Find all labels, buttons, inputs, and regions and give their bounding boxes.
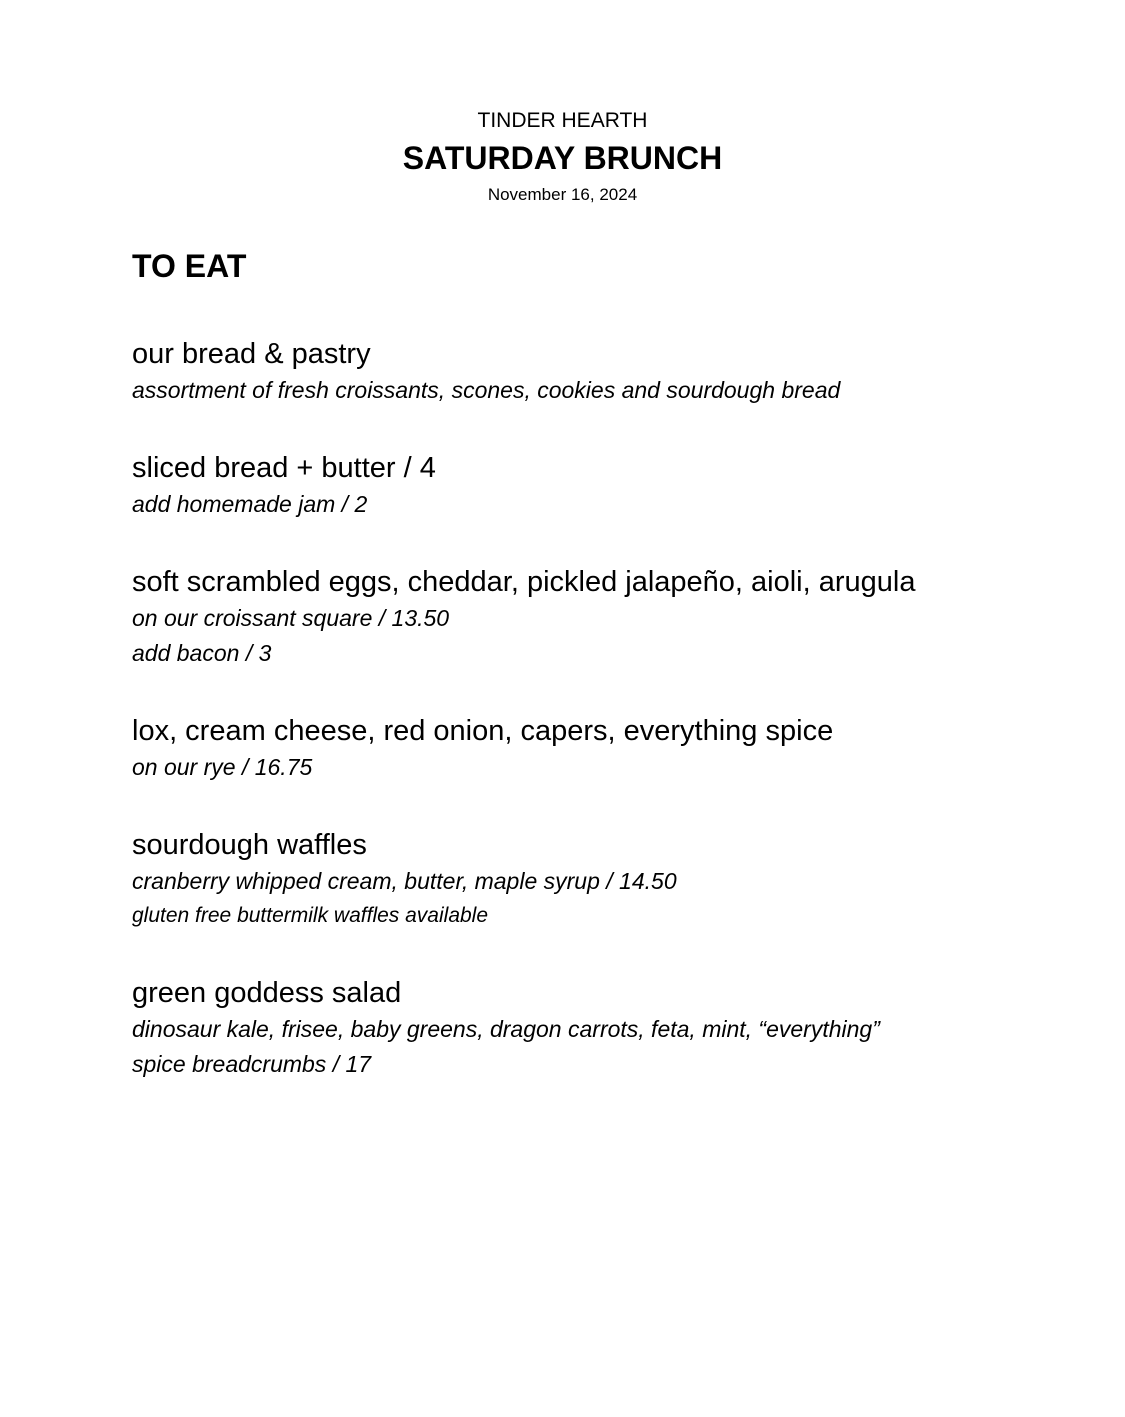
menu-item-name: sourdough waffles <box>132 829 367 861</box>
menu-item-name: our bread & pastry <box>132 338 371 370</box>
menu-date: November 16, 2024 <box>487 185 638 204</box>
menu-item-description: assortment of fresh croissants, scones, cookies and sourdough bread <box>132 377 841 403</box>
menu-item-description: add homemade jam / 2 <box>132 491 368 517</box>
menu-item-description: dinosaur kale, frisee, baby greens, dragon carrots, feta, mint, “everything” <box>132 1016 880 1042</box>
menu-section-to-eat <box>132 246 1032 1123</box>
menu-item-green-goddess-salad <box>132 974 1032 1082</box>
menu-item-lox <box>132 712 1032 785</box>
menu-item-description: on our croissant square / 13.50 <box>132 605 450 631</box>
menu-item-waffles <box>132 826 1032 933</box>
menu-item-scrambled-eggs <box>132 563 1032 671</box>
section-title: TO EAT <box>132 248 247 284</box>
restaurant-name: TINDER HEARTH <box>477 109 648 132</box>
menu-header <box>0 108 1125 206</box>
menu-item-name: soft scrambled eggs, cheddar, pickled jalapeño, aioli, arugula <box>132 566 916 598</box>
menu-item-bread-pastry <box>132 335 1032 408</box>
menu-item-description: on our rye / 16.75 <box>132 754 313 780</box>
menu-item-sliced-bread <box>132 449 1032 522</box>
menu-item-name: lox, cream cheese, red onion, capers, everything spice <box>132 715 834 747</box>
menu-item-addon: add bacon / 3 <box>132 640 272 666</box>
menu-item-name: green goddess salad <box>132 977 402 1009</box>
menu-item-name: sliced bread + butter / 4 <box>132 452 436 484</box>
menu-item-description-continued: spice breadcrumbs / 17 <box>132 1051 372 1077</box>
menu-item-description: cranberry whipped cream, butter, maple syrup / 14.50 <box>132 868 677 894</box>
menu-title: SATURDAY BRUNCH <box>402 140 723 176</box>
menu-item-note: gluten free buttermilk waffles available <box>132 904 489 927</box>
